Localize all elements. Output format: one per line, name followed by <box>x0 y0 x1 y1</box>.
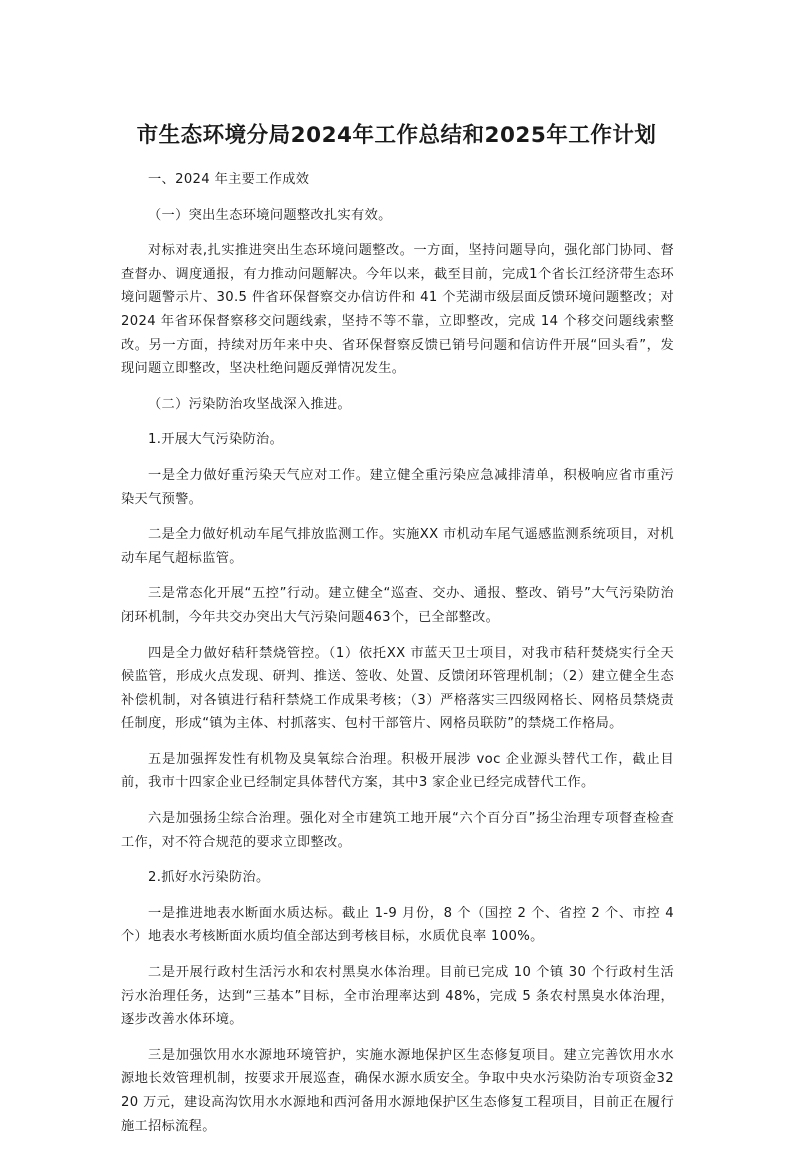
section-heading: 一、2024 年主要工作成效 <box>148 172 310 187</box>
document-title: 市生态环境分局2024年工作总结和2025年工作计划 <box>136 123 657 148</box>
body-paragraph: 三是加强饮用水水源地环境管护，实施水源地保护区生态修复项目。建立完善饮用水水源地长效管理机制，按要求开展巡查，确保水源水质安全。争取中央水污染防治专项资金3220 万元，建设高沟饮用水水源地和西河备用水源地保护区生态修复工程项目，目前正在履行施工招标流程。 <box>121 1047 674 1134</box>
body-paragraph: 六是加强扬尘综合治理。强化对全市建筑工地开展“六个百分百”扬尘治理专项督查检查工作，对不符合规范的要求立即整改。 <box>121 811 674 850</box>
item-heading: 2.抓好水污染防治。 <box>148 870 270 886</box>
body-paragraph: 二是全力做好机动车尾气排放监测工作。实施XX 市机动车尾气遥感监测系统项目，对机动车尾气超标监管。 <box>121 527 674 566</box>
body-paragraph: 五是加强挥发性有机物及臭氧综合治理。积极开展涉 voc 企业源头替代工作，截止目前，我市十四家企业已经制定具体替代方案，其中3 家企业已经完成替代工作。 <box>121 751 674 791</box>
item-heading: 1.开展大气污染防治。 <box>148 432 284 448</box>
body-paragraph: 一是全力做好重污染天气应对工作。建立健全重污染应急减排清单，积极响应省市重污染天气预警。 <box>121 467 674 507</box>
body-paragraph: 一是推进地表水断面水质达标。截止 1-9 月份，8 个（国控 2 个、省控 2 个、市控 4 个）地表水考核断面水质均值全部达到考核目标，水质优良率 100%。 <box>121 905 674 945</box>
body-paragraph: 对标对表,扎实推进突出生态环境问题整改。一方面，坚持问题导向，强化部门协同、督查督办、调度通报，有力推动问题解决。今年以来，截至目前，完成1个省长江经济带生态环境问题警示片、30.5 件省环保督察交办信访件和 41 个芜湖市级层面反馈环境问题整改；对2024 年省环保督察移交问题线索，坚持不等不靠，立即整改，完成 14 个移交问题线索整改。另一方面，持续对历年来中央、省环保督察反馈已销号问题和信访件开展“回头看”，发现问题立即整改，坚决杜绝问题反弹情况发生。 <box>121 243 674 377</box>
body-paragraph: 二是开展行政村生活污水和农村黑臭水体治理。目前已完成 10 个镇 30 个行政村生活污水治理任务，达到“三基本”目标，全市治理率达到 48%，完成 5 条农村黑臭水体治理，逐步改善水体环境。 <box>121 965 674 1028</box>
subsection-heading: （二）污染防治攻坚战深入推进。 <box>148 396 352 412</box>
subsection-heading: （一）突出生态环境问题整改扎实有效。 <box>148 207 392 223</box>
body-paragraph: 四是全力做好秸秆禁烧管控。（1）依托XX 市蓝天卫士项目，对我市秸秆焚烧实行全天候监管，形成火点发现、研判、推送、签收、处置、反馈闭环管理机制；（2）建立健全生态补偿机制，对各镇进行秸秆禁烧工作成果考核；（3）严格落实三四级网格长、网格员禁烧责任制度，形成“镇为主体、村抓落实、包村干部管片、网格员联防”的禁烧工作格局。 <box>121 645 674 732</box>
document-body <box>121 168 674 1150</box>
body-paragraph: 三是常态化开展“五控”行动。建立健全“巡查、交办、通报、整改、销号”大气污染防治闭环机制，今年共交办突出大气污染问题463个，已全部整改。 <box>121 586 674 625</box>
